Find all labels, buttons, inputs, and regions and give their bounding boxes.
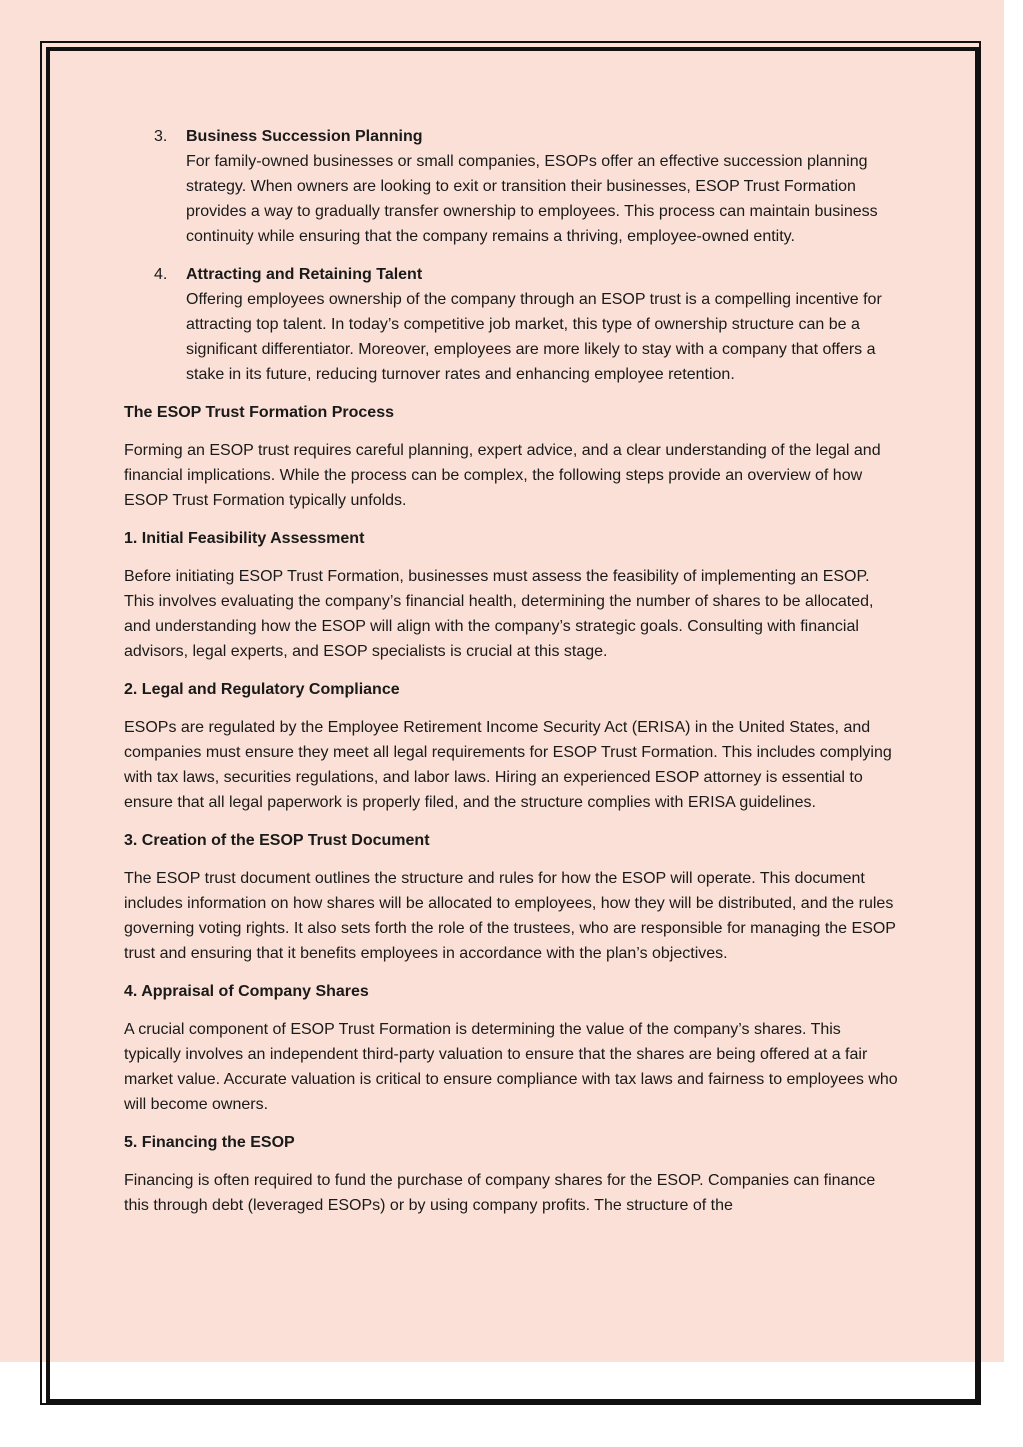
list-item-succession-planning <box>124 124 899 249</box>
section-body-compliance: ESOPs are regulated by the Employee Retirement Income Security Act (ERISA) in the United States, and companies must ensure they meet all legal requirements for ESOP Trust Formation. This includes complying with tax laws, securities regulations, and labor laws. Hiring an experienced ESOP attorney is essential to ensure that all legal paperwork is properly filed, and the structure complies with ERISA guidelines. <box>124 719 892 811</box>
section-heading-feasibility: 1. Initial Feasibility Assessment <box>124 530 365 547</box>
document-body <box>124 124 899 1231</box>
list-item-number: 4. <box>154 266 168 283</box>
list-item-title: Attracting and Retaining Talent <box>186 266 423 283</box>
section-heading-compliance: 2. Legal and Regulatory Compliance <box>124 681 400 698</box>
list-item-body: For family-owned businesses or small companies, ESOPs offer an effective succession planning strategy. When owners are looking to exit or transition their businesses, ESOP Trust Formation provides a way to gradually transfer ownership to employees. This process can maintain business continuity while ensuring that the company remains a thriving, employee-owned entity. <box>186 153 878 245</box>
section-body-appraisal: A crucial component of ESOP Trust Formation is determining the value of the company’s shares. This typically involves an independent third-party valuation to ensure that the shares are being offered at a fair market value. Accurate valuation is critical to ensure compliance with tax laws and fairness to employees who will become owners. <box>124 1021 898 1113</box>
section-heading-appraisal: 4. Appraisal of Company Shares <box>124 983 369 1000</box>
list-item-title: Business Succession Planning <box>186 128 423 145</box>
list-item-number: 3. <box>154 128 168 145</box>
process-heading: The ESOP Trust Formation Process <box>124 404 394 421</box>
section-body-feasibility: Before initiating ESOP Trust Formation, businesses must assess the feasibility of implementing an ESOP. This involves evaluating the company’s financial health, determining the number of shares to be allocated, and understanding how the ESOP will align with the company’s strategic goals. Consulting with financial advisors, legal experts, and ESOP specialists is crucial at this stage. <box>124 568 874 660</box>
section-body-financing: Financing is often required to fund the purchase of company shares for the ESOP. Companies can finance this through debt (leveraged ESOPs) or by using company profits. The structure of the <box>124 1172 876 1214</box>
section-body-trust-document: The ESOP trust document outlines the structure and rules for how the ESOP will operate. This document includes information on how shares will be allocated to employees, how they will be distributed, and the rules governing voting rights. It also sets forth the role of the trustees, who are responsible for managing the ESOP trust and ensuring that it benefits employees in accordance with the plan’s objectives. <box>124 870 896 962</box>
list-item-attracting-talent <box>124 262 899 387</box>
process-intro: Forming an ESOP trust requires careful planning, expert advice, and a clear understanding of the legal and financial implications. While the process can be complex, the following steps provide an overview of how ESOP Trust Formation typically unfolds. <box>124 442 881 509</box>
section-heading-financing: 5. Financing the ESOP <box>124 1134 295 1151</box>
list-item-body: Offering employees ownership of the company through an ESOP trust is a compelling incentive for attracting top talent. In today’s competitive job market, this type of ownership structure can be a significant differentiator. Moreover, employees are more likely to stay with a company that offers a stake in its future, reducing turnover rates and enhancing employee retention. <box>186 291 882 383</box>
section-heading-trust-document: 3. Creation of the ESOP Trust Document <box>124 832 430 849</box>
